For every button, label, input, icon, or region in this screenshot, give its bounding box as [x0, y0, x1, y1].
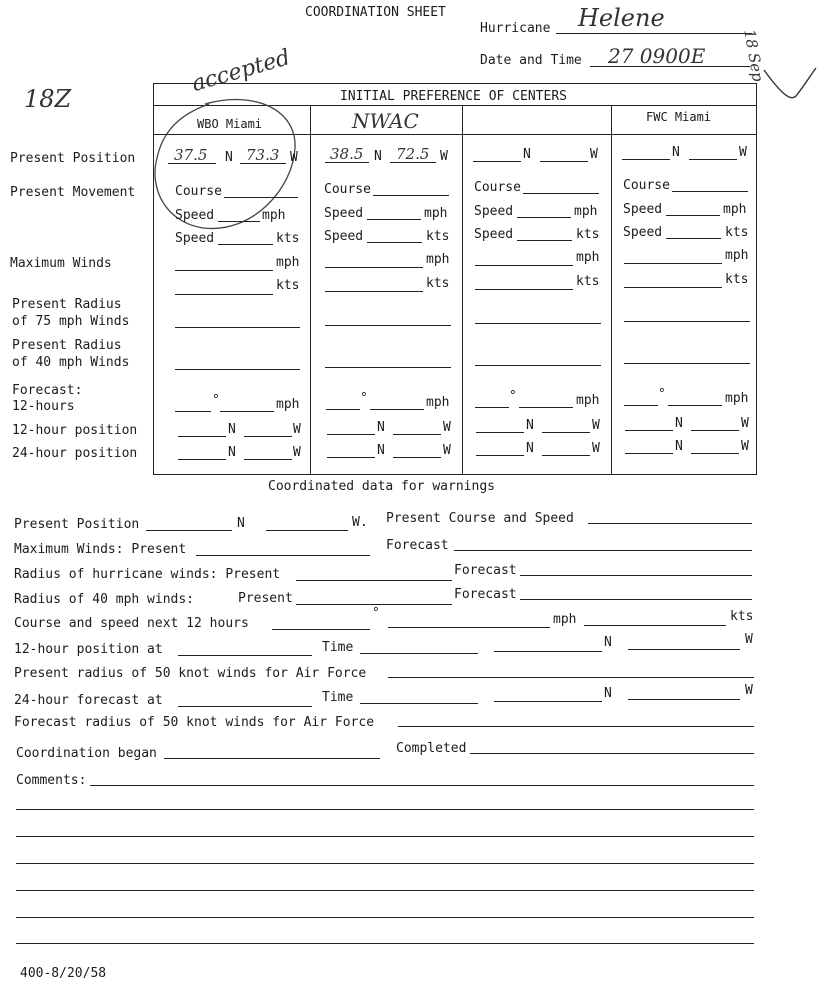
max-winds-mph-field[interactable] — [475, 265, 573, 266]
speed-label: Speed — [623, 202, 663, 217]
speed-mph-field[interactable] — [666, 215, 720, 216]
n-label: N — [228, 422, 236, 437]
radius50-forecast-label: Forecast radius of 50 knot winds for Air Force — [14, 715, 375, 730]
datetime-label: Date and Time — [480, 53, 582, 68]
lon-value: 73.3 — [246, 146, 280, 164]
pos12-lat-field[interactable] — [476, 432, 524, 433]
radius-40-label: Radius of 40 mph winds: — [14, 592, 195, 607]
w-label: W — [745, 683, 753, 698]
kts-label: kts — [276, 278, 300, 293]
forecast24-time-field[interactable] — [360, 703, 478, 704]
radius-hurricane-label: Radius of hurricane winds: Present — [14, 567, 281, 582]
forecast-speed-field[interactable] — [370, 409, 424, 410]
kts-label: kts — [426, 229, 450, 244]
accepted-note: accepted — [189, 45, 293, 97]
degree-label: ° — [360, 391, 368, 406]
w-label: W. — [352, 515, 368, 530]
pos12-lon-field[interactable] — [628, 649, 740, 650]
form-title: COORDINATION SHEET — [305, 5, 446, 20]
n-label: N — [374, 149, 382, 164]
column-header-fwc-miami: FWC Miami — [646, 110, 712, 124]
n-label: N — [523, 147, 531, 162]
course-field[interactable] — [373, 195, 449, 196]
speed-label: Speed — [324, 206, 364, 221]
lat-value: 37.5 — [174, 146, 208, 164]
present-position-label: Present Position — [14, 517, 140, 532]
radius50-present-label: Present radius of 50 knot winds for Air Force — [14, 666, 367, 681]
pos24-lat-field[interactable] — [625, 453, 673, 454]
max-winds-present-label: Maximum Winds: Present — [14, 542, 187, 557]
course-label: Course — [623, 178, 670, 193]
hurricane-label: Hurricane — [480, 21, 551, 36]
forecast24-at-label: 24-hour forecast at — [14, 693, 163, 708]
w-label: W — [741, 416, 749, 431]
hurricane-value: Helene — [578, 4, 665, 32]
radius40-field[interactable] — [325, 367, 451, 368]
max-winds-present-field[interactable] — [196, 555, 370, 556]
forecast-course-field[interactable] — [326, 409, 360, 410]
lon-field[interactable] — [540, 161, 588, 162]
kts-label: kts — [725, 272, 749, 287]
n-label: N — [225, 150, 233, 165]
speed-kts-field[interactable] — [367, 242, 422, 243]
max-winds-forecast-field[interactable] — [454, 550, 752, 551]
mph-label: mph — [262, 208, 286, 223]
pos12-lat-field[interactable] — [625, 430, 673, 431]
w-label: W — [443, 443, 451, 458]
radius-hurricane-present-field[interactable] — [296, 580, 452, 581]
row-label-forecast-line2: 12-hours — [12, 399, 75, 414]
row-label-maximum-winds: Maximum Winds — [10, 256, 112, 271]
n-label: N — [526, 418, 534, 433]
n-label: N — [377, 443, 385, 458]
degree-label: ° — [212, 393, 220, 408]
column-header-wbo-miami: WBO Miami — [197, 117, 263, 131]
table-title: INITIAL PREFERENCE OF CENTERS — [340, 89, 567, 104]
forecast-speed-field[interactable] — [668, 405, 722, 406]
degree-label: ° — [372, 606, 380, 621]
row-label-radius40-line2: of 40 mph Winds — [12, 355, 130, 370]
row-label-24-hour-position: 24-hour position — [12, 446, 138, 461]
n-label: N — [377, 420, 385, 435]
comments-line-7[interactable] — [16, 943, 754, 944]
n-label: N — [604, 635, 612, 650]
pos12-lon-field[interactable] — [542, 432, 590, 433]
mph-label: mph — [723, 202, 747, 217]
max-winds-mph-field[interactable] — [624, 263, 722, 264]
lon-field[interactable] — [689, 159, 737, 160]
pos12-lon-field[interactable] — [393, 434, 441, 435]
speed-kts-field[interactable] — [517, 240, 572, 241]
mph-label: mph — [426, 395, 450, 410]
course-field[interactable] — [523, 193, 599, 194]
column-header-nwac: NWAC — [352, 109, 419, 133]
radius40-field[interactable] — [175, 369, 300, 370]
speed-label: Speed — [474, 227, 514, 242]
radius75-field[interactable] — [175, 327, 300, 328]
mph-label: mph — [426, 252, 450, 267]
forecast-course-field[interactable] — [475, 407, 509, 408]
max-winds-kts-field[interactable] — [175, 294, 273, 295]
radius-40-present-field[interactable] — [296, 604, 452, 605]
completed-field[interactable] — [470, 753, 754, 754]
pos24-lon-field[interactable] — [542, 455, 590, 456]
w-label: W — [739, 145, 747, 160]
max-winds-forecast-label: Forecast — [386, 538, 449, 553]
speed-mph-field[interactable] — [218, 221, 260, 222]
max-winds-kts-field[interactable] — [624, 287, 722, 288]
table-divider-2 — [462, 106, 463, 474]
pos12-lat-field[interactable] — [178, 436, 226, 437]
max-winds-mph-field[interactable] — [175, 270, 273, 271]
coord-began-label: Coordination began — [16, 746, 157, 761]
row-label-radius75-line1: Present Radius — [12, 297, 122, 312]
course-field[interactable] — [672, 191, 748, 192]
mph-label: mph — [276, 397, 300, 412]
radius50-forecast-field[interactable] — [398, 726, 754, 727]
comments-line-3[interactable] — [16, 836, 754, 837]
n-label: N — [526, 441, 534, 456]
table-divider-1 — [310, 106, 311, 474]
n-label: N — [228, 445, 236, 460]
pos24-lon-field[interactable] — [393, 457, 441, 458]
pos24-lat-field[interactable] — [178, 459, 226, 460]
left-note: 18Z — [24, 85, 72, 113]
comments-line-6[interactable] — [16, 917, 754, 918]
radius75-field[interactable] — [624, 321, 750, 322]
row-label-present-movement: Present Movement — [10, 185, 136, 200]
comments-line-4[interactable] — [16, 863, 754, 864]
max-winds-kts-field[interactable] — [475, 289, 573, 290]
speed-label: Speed — [474, 204, 514, 219]
row-label-forecast-line1: Forecast: — [12, 383, 83, 398]
w-label: W — [290, 150, 298, 165]
lat-value: 38.5 — [330, 145, 364, 163]
n-label: N — [675, 416, 683, 431]
pos12-lat-field[interactable] — [494, 651, 602, 652]
forecast24-lat-field[interactable] — [494, 701, 602, 702]
w-label: W — [440, 149, 448, 164]
comments-line-2[interactable] — [16, 809, 754, 810]
present-course-speed-field[interactable] — [588, 523, 752, 524]
pos12-time-field[interactable] — [360, 653, 478, 654]
w-label: W — [741, 439, 749, 454]
w-label: W — [293, 422, 301, 437]
pos24-lon-field[interactable] — [244, 459, 292, 460]
kts-label: kts — [426, 276, 450, 291]
forecast-speed-field[interactable] — [519, 407, 573, 408]
kts-label: kts — [730, 609, 754, 624]
row-label-12-hour-position: 12-hour position — [12, 423, 138, 438]
radius-40-forecast-field[interactable] — [520, 599, 752, 600]
comments-line-5[interactable] — [16, 890, 754, 891]
speed-label: Speed — [175, 208, 215, 223]
pos24-lat-field[interactable] — [327, 457, 375, 458]
time-label: Time — [322, 640, 354, 655]
table-divider-3 — [611, 106, 612, 474]
lat-field[interactable] — [473, 161, 521, 162]
comments-label: Comments: — [16, 773, 87, 788]
present-position-lon-field[interactable] — [266, 530, 348, 531]
mph-label: mph — [725, 391, 749, 406]
speed-12-mph-field[interactable] — [388, 627, 550, 628]
pos24-lat-field[interactable] — [476, 455, 524, 456]
course-label: Course — [324, 182, 371, 197]
speed-kts-field[interactable] — [666, 238, 721, 239]
time-label: Time — [322, 690, 354, 705]
forecast-speed-field[interactable] — [220, 411, 274, 412]
degree-label: ° — [658, 387, 666, 402]
mph-label: mph — [424, 206, 448, 221]
lon-value: 72.5 — [396, 145, 430, 163]
forecast24-lon-field[interactable] — [628, 699, 740, 700]
lat-field[interactable] — [622, 159, 670, 160]
row-label-radius40-line1: Present Radius — [12, 338, 122, 353]
kts-label: kts — [576, 274, 600, 289]
pos12-lat-field[interactable] — [327, 434, 375, 435]
w-label: W — [592, 441, 600, 456]
mph-label: mph — [725, 248, 749, 263]
n-label: N — [675, 439, 683, 454]
radius-40-present-label: Present — [238, 591, 293, 606]
speed-label: Speed — [324, 229, 364, 244]
margin-note: 18 Sep — [740, 28, 768, 83]
radius40-field[interactable] — [475, 365, 601, 366]
n-label: N — [672, 145, 680, 160]
course-label: Course — [474, 180, 521, 195]
radius-hurricane-forecast-label: Forecast — [454, 563, 517, 578]
datetime-value: 27 0900E — [608, 44, 706, 68]
w-label: W — [590, 147, 598, 162]
present-position-lat-field[interactable] — [146, 530, 232, 531]
mph-label: mph — [576, 393, 600, 408]
margin-arrow-icon — [760, 40, 820, 110]
radius75-field[interactable] — [325, 325, 451, 326]
row-label-radius75-line2: of 75 mph Winds — [12, 314, 130, 329]
pos12-lon-field[interactable] — [244, 436, 292, 437]
n-label: N — [237, 516, 245, 531]
max-winds-mph-field[interactable] — [325, 267, 423, 268]
pos24-lon-field[interactable] — [691, 453, 739, 454]
speed-mph-field[interactable] — [517, 217, 571, 218]
w-label: W — [745, 632, 753, 647]
mph-label: mph — [574, 204, 598, 219]
speed-12-kts-field[interactable] — [584, 625, 726, 626]
mph-label: mph — [276, 255, 300, 270]
forecast-course-field[interactable] — [624, 405, 658, 406]
radius40-field[interactable] — [624, 363, 750, 364]
course-speed-12-label: Course and speed next 12 hours — [14, 616, 249, 631]
comments-line-1[interactable] — [90, 785, 754, 786]
coordinated-title: Coordinated data for warnings — [268, 479, 495, 494]
form-id: 400-8/20/58 — [20, 966, 107, 981]
speed-label: Speed — [175, 231, 215, 246]
speed-label: Speed — [623, 225, 663, 240]
kts-label: kts — [725, 225, 749, 240]
pos12-at-field[interactable] — [178, 655, 312, 656]
speed-kts-field[interactable] — [218, 244, 273, 245]
course-field[interactable] — [224, 197, 298, 198]
forecast24-at-field[interactable] — [178, 706, 312, 707]
coord-began-field[interactable] — [164, 758, 380, 759]
present-course-speed-label: Present Course and Speed — [386, 511, 574, 526]
course-12-field[interactable] — [272, 629, 370, 630]
mph-label: mph — [553, 612, 577, 627]
radius-hurricane-forecast-field[interactable] — [520, 575, 752, 576]
radius-40-forecast-label: Forecast — [454, 587, 517, 602]
n-label: N — [604, 686, 612, 701]
course-label: Course — [175, 184, 222, 199]
degree-label: ° — [509, 389, 517, 404]
mph-label: mph — [576, 250, 600, 265]
pos12-lon-field[interactable] — [691, 430, 739, 431]
kts-label: kts — [576, 227, 600, 242]
radius50-present-field[interactable] — [388, 677, 754, 678]
completed-label: Completed — [396, 741, 467, 756]
w-label: W — [592, 418, 600, 433]
radius75-field[interactable] — [475, 323, 601, 324]
max-winds-kts-field[interactable] — [325, 291, 423, 292]
row-label-present-position: Present Position — [10, 151, 136, 166]
kts-label: kts — [276, 231, 300, 246]
pos12-at-label: 12-hour position at — [14, 642, 163, 657]
w-label: W — [443, 420, 451, 435]
hurricane-field[interactable] — [556, 33, 752, 34]
forecast-course-field[interactable] — [175, 411, 211, 412]
w-label: W — [293, 445, 301, 460]
speed-mph-field[interactable] — [367, 219, 421, 220]
